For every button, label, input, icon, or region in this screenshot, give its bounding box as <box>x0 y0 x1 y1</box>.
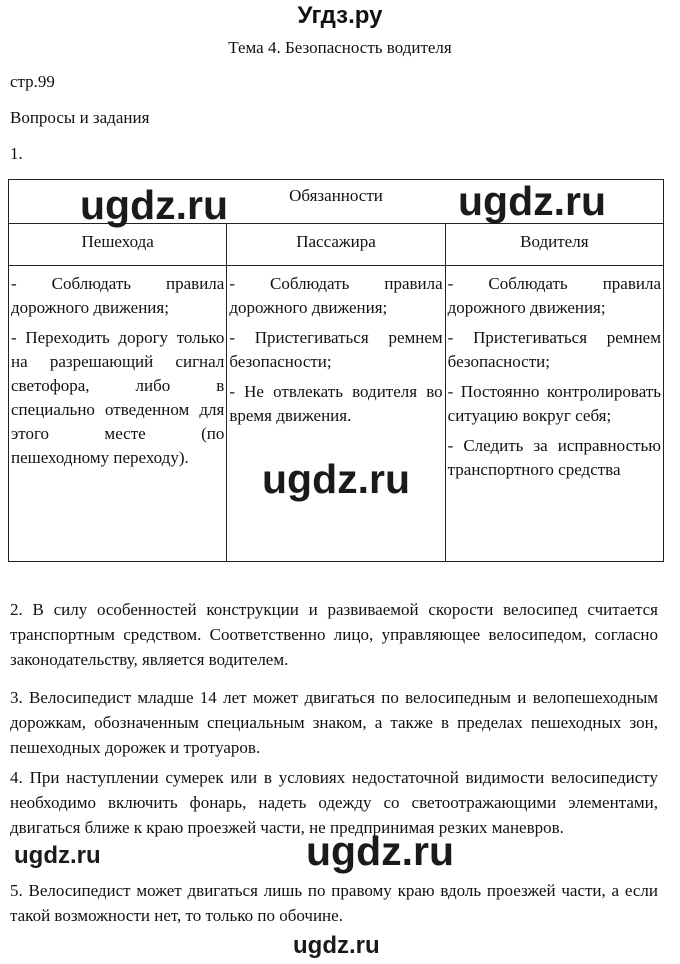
watermark: ugdz.ru <box>14 842 101 869</box>
duty-item: - Соблюдать правила дорожного движения; <box>229 274 443 317</box>
watermark: ugdz.ru <box>458 178 607 224</box>
passenger-duties <box>227 266 445 562</box>
duty-item: - Соблюдать правила дорожного движения; <box>447 274 661 317</box>
answer-4: 4. При наступлении сумерек или в условиях недостаточной видимости велосипедисту необходимо включить фонарь, надеть одежду со светоотражающими элементами, двигаться ближе к краю проезжей части, не предпринимая резких маневров. <box>10 768 658 837</box>
watermark: ugdz.ru <box>80 182 229 228</box>
table-header: Обязанности <box>9 180 664 224</box>
pedestrian-duties <box>9 266 227 562</box>
duty-item: - Соблюдать правила дорожного движения; <box>11 274 225 317</box>
answer-5: 5. Велосипедист может двигаться лишь по правому краю вдоль проезжей части, а если такой возможности нет, то только по обочине. <box>10 881 658 925</box>
column-passenger: Пассажира <box>227 224 445 266</box>
duties-table <box>8 179 664 562</box>
page-number: стр.99 <box>10 72 55 91</box>
duty-item: - Пристегиваться ремнем безопасности; <box>229 328 443 371</box>
column-driver: Водителя <box>445 224 663 266</box>
page-subtitle: Тема 4. Безопасность водителя <box>228 38 452 57</box>
driver-duties <box>445 266 663 562</box>
answer-2: 2. В силу особенностей конструкции и развиваемой скорости велосипед считается транспортным средством. Соответственно лицо, управляющее велосипедом, согласно законодательству, является водителем. <box>10 600 658 669</box>
task-number: 1. <box>10 144 23 163</box>
column-pedestrian: Пешехода <box>9 224 227 266</box>
duty-item: - Переходить дорогу только на разрешающий сигнал светофора, либо в специально отведенном для этого месте (по пешеходному переходу). <box>11 328 225 467</box>
site-title: Угдз.ру <box>297 2 383 29</box>
section-title: Вопросы и задания <box>10 108 150 127</box>
watermark: ugdz.ru <box>293 932 380 959</box>
duty-item: - Не отвлекать водителя во время движения. <box>229 382 443 425</box>
duty-item: - Пристегиваться ремнем безопасности; <box>447 328 661 371</box>
answer-3: 3. Велосипедист младше 14 лет может двигаться по велосипедным и велопешеходным дорожкам, обозначенным специальным знаком, а также в пределах пешеходных зон, пешеходных дорожек и тротуаров. <box>10 688 658 757</box>
watermark: ugdz.ru <box>306 828 455 874</box>
duty-item: - Следить за исправностью транспортного средства <box>447 436 661 479</box>
duty-item: - Постоянно контролировать ситуацию вокруг себя; <box>447 382 661 425</box>
watermark: ugdz.ru <box>262 456 411 502</box>
